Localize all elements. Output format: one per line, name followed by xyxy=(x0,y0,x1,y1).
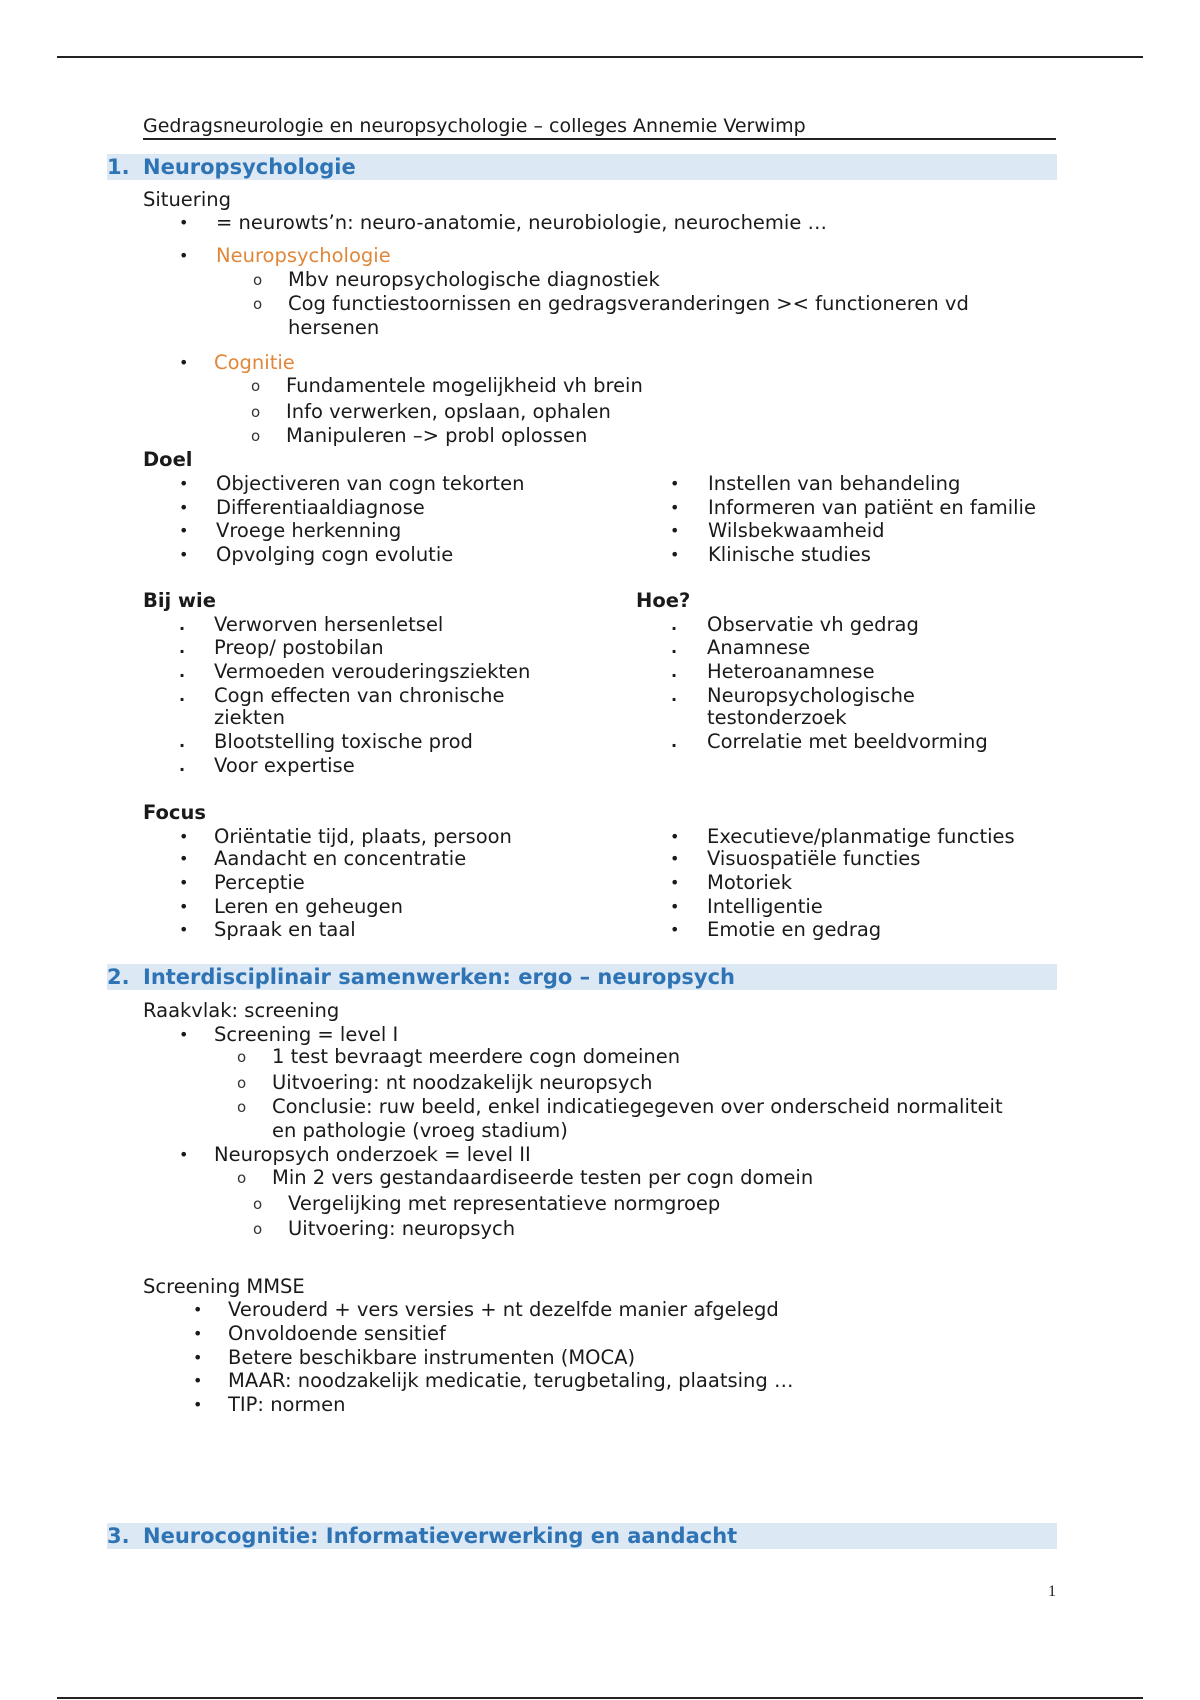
screening-item: Uitvoering: nt noodzakelijk neuropsych xyxy=(272,1071,653,1094)
onderzoek-item: Vergelijking met representatieve normgroep xyxy=(288,1192,721,1215)
dot-bullet-icon: . xyxy=(179,638,186,657)
dot-bullet-icon: . xyxy=(671,638,678,657)
bullet-icon: • xyxy=(179,521,189,540)
hoe-item: Correlatie met beeldvorming xyxy=(707,730,988,753)
focus-right-item: Motoriek xyxy=(707,871,793,894)
neuropsych-item: Mbv neuropsychologische diagnostiek xyxy=(288,268,660,291)
bullet-icon: • xyxy=(179,827,189,846)
focus-right-item: Visuospatiële functies xyxy=(707,847,921,870)
mmse-label: Screening MMSE xyxy=(143,1275,305,1298)
hoe-label: Hoe? xyxy=(636,589,691,612)
focus-left-item: Leren en geheugen xyxy=(214,895,404,918)
focus-label: Focus xyxy=(143,801,206,824)
section-3-number: 3. xyxy=(107,1524,130,1548)
doel-label: Doel xyxy=(143,448,193,471)
bullet-icon: • xyxy=(179,498,189,517)
doel-left-item: Opvolging cogn evolutie xyxy=(216,543,454,566)
section-1-title: Neuropsychologie xyxy=(143,155,356,179)
doel-right-item: Instellen van behandeling xyxy=(708,472,961,495)
bullet-icon: • xyxy=(670,920,680,939)
cognitie-item: Fundamentele mogelijkheid vh brein xyxy=(286,374,643,397)
neuropsychologie-label: Neuropsychologie xyxy=(216,244,391,267)
dot-bullet-icon: . xyxy=(179,615,186,634)
neuropsych-item-continued: hersenen xyxy=(288,316,380,339)
bullet-icon: • xyxy=(670,545,680,564)
mmse-item: Verouderd + vers versies + nt dezelfde manier afgelegd xyxy=(228,1298,779,1321)
section-2-title: Interdisciplinair samenwerken: ergo – neuropsych xyxy=(143,965,735,989)
bullet-icon: • xyxy=(179,353,189,372)
situering-label: Situering xyxy=(143,188,231,211)
bullet-icon: • xyxy=(193,1324,203,1343)
doel-left-item: Objectiveren van cogn tekorten xyxy=(216,472,525,495)
page-top-rule xyxy=(57,56,1143,58)
circle-bullet-icon: o xyxy=(251,377,261,395)
neuropsych-item: Cog functiestoornissen en gedragsveranderingen >< functioneren vd xyxy=(288,292,969,315)
focus-right-item: Emotie en gedrag xyxy=(707,918,882,941)
dot-bullet-icon: . xyxy=(179,686,186,705)
screening-item: 1 test bevraagt meerdere cogn domeinen xyxy=(272,1045,681,1068)
section-1-number: 1. xyxy=(107,155,130,179)
bullet-icon: • xyxy=(179,545,189,564)
circle-bullet-icon: o xyxy=(251,403,261,421)
dot-bullet-icon: . xyxy=(671,732,678,751)
bullet-icon: • xyxy=(179,873,189,892)
focus-left-item: Aandacht en concentratie xyxy=(214,847,467,870)
hoe-item: Anamnese xyxy=(707,636,811,659)
doel-right-item: Klinische studies xyxy=(708,543,871,566)
bullet-icon: • xyxy=(193,1348,203,1367)
raakvlak-label: Raakvlak: screening xyxy=(143,999,340,1022)
screening-level-i: Screening = level I xyxy=(214,1023,399,1046)
bullet-icon: • xyxy=(179,213,189,232)
circle-bullet-icon: o xyxy=(251,427,261,445)
bij-wie-item: Blootstelling toxische prod xyxy=(214,730,473,753)
focus-right-item: Intelligentie xyxy=(707,895,823,918)
doel-right-item: Informeren van patiënt en familie xyxy=(708,496,1036,519)
onderzoek-item: Min 2 vers gestandaardiseerde testen per cogn domein xyxy=(272,1166,814,1189)
circle-bullet-icon: o xyxy=(237,1169,247,1187)
cognitie-item: Info verwerken, opslaan, ophalen xyxy=(286,400,611,423)
dot-bullet-icon: . xyxy=(179,756,186,775)
circle-bullet-icon: o xyxy=(253,295,263,313)
cognitie-item: Manipuleren –> probl oplossen xyxy=(286,424,588,447)
bullet-icon: • xyxy=(670,827,680,846)
bij-wie-item: Voor expertise xyxy=(214,754,355,777)
mmse-item: MAAR: noodzakelijk medicatie, terugbetaling, plaatsing … xyxy=(228,1369,794,1392)
focus-left-item: Oriëntatie tijd, plaats, persoon xyxy=(214,825,512,848)
situering-line: = neurowts’n: neuro-anatomie, neurobiologie, neurochemie … xyxy=(216,211,828,234)
bullet-icon: • xyxy=(179,1025,189,1044)
document-header-title: Gedragsneurologie en neuropsychologie – colleges Annemie Verwimp xyxy=(143,115,806,137)
hoe-item: Observatie vh gedrag xyxy=(707,613,919,636)
mmse-item: TIP: normen xyxy=(228,1393,346,1416)
bullet-icon: • xyxy=(179,474,189,493)
dot-bullet-icon: . xyxy=(671,662,678,681)
hoe-item: Heteroanamnese xyxy=(707,660,875,683)
bullet-icon: • xyxy=(670,897,680,916)
bullet-icon: • xyxy=(179,920,189,939)
dot-bullet-icon: . xyxy=(671,615,678,634)
dot-bullet-icon: . xyxy=(179,732,186,751)
bij-wie-item: Vermoeden verouderingsziekten xyxy=(214,660,531,683)
doel-left-item: Differentiaaldiagnose xyxy=(216,496,425,519)
circle-bullet-icon: o xyxy=(237,1098,247,1116)
bullet-icon: • xyxy=(670,474,680,493)
bullet-icon: • xyxy=(670,873,680,892)
page-number: 1 xyxy=(1048,1583,1056,1600)
dot-bullet-icon: . xyxy=(179,662,186,681)
bij-wie-item: Verworven hersenletsel xyxy=(214,613,444,636)
bullet-icon: • xyxy=(193,1371,203,1390)
bij-wie-item: Preop/ postobilan xyxy=(214,636,384,659)
bullet-icon: • xyxy=(193,1300,203,1319)
bij-wie-item-continued: ziekten xyxy=(214,706,285,729)
bullet-icon: • xyxy=(193,1395,203,1414)
circle-bullet-icon: o xyxy=(253,1220,263,1238)
dot-bullet-icon: . xyxy=(671,686,678,705)
doel-left-item: Vroege herkenning xyxy=(216,519,402,542)
focus-left-item: Spraak en taal xyxy=(214,918,356,941)
section-2-number: 2. xyxy=(107,965,130,989)
screening-item-continued: en pathologie (vroeg stadium) xyxy=(272,1119,568,1142)
mmse-item: Onvoldoende sensitief xyxy=(228,1322,446,1345)
bullet-icon: • xyxy=(670,849,680,868)
bullet-icon: • xyxy=(179,246,189,265)
circle-bullet-icon: o xyxy=(237,1074,247,1092)
circle-bullet-icon: o xyxy=(237,1048,247,1066)
cognitie-label: Cognitie xyxy=(214,351,295,374)
hoe-item-continued: testonderzoek xyxy=(707,706,847,729)
page-bottom-rule xyxy=(57,1697,1143,1699)
focus-right-item: Executieve/planmatige functies xyxy=(707,825,1015,848)
circle-bullet-icon: o xyxy=(253,1195,263,1213)
mmse-item: Betere beschikbare instrumenten (MOCA) xyxy=(228,1346,636,1369)
bullet-icon: • xyxy=(670,521,680,540)
neuropsych-onderzoek-level-ii: Neuropsych onderzoek = level II xyxy=(214,1143,531,1166)
bullet-icon: • xyxy=(670,498,680,517)
hoe-item: Neuropsychologische xyxy=(707,684,915,707)
bij-wie-label: Bij wie xyxy=(143,589,216,612)
doel-right-item: Wilsbekwaamheid xyxy=(708,519,885,542)
bullet-icon: • xyxy=(179,849,189,868)
bullet-icon: • xyxy=(179,1145,189,1164)
circle-bullet-icon: o xyxy=(253,271,263,289)
focus-left-item: Perceptie xyxy=(214,871,305,894)
bullet-icon: • xyxy=(179,897,189,916)
bij-wie-item: Cogn effecten van chronische xyxy=(214,684,505,707)
onderzoek-item: Uitvoering: neuropsych xyxy=(288,1217,516,1240)
screening-item: Conclusie: ruw beeld, enkel indicatiegegeven over onderscheid normaliteit xyxy=(272,1095,1003,1118)
section-3-title: Neurocognitie: Informatieverwerking en aandacht xyxy=(143,1524,738,1548)
header-underline xyxy=(143,138,1056,140)
